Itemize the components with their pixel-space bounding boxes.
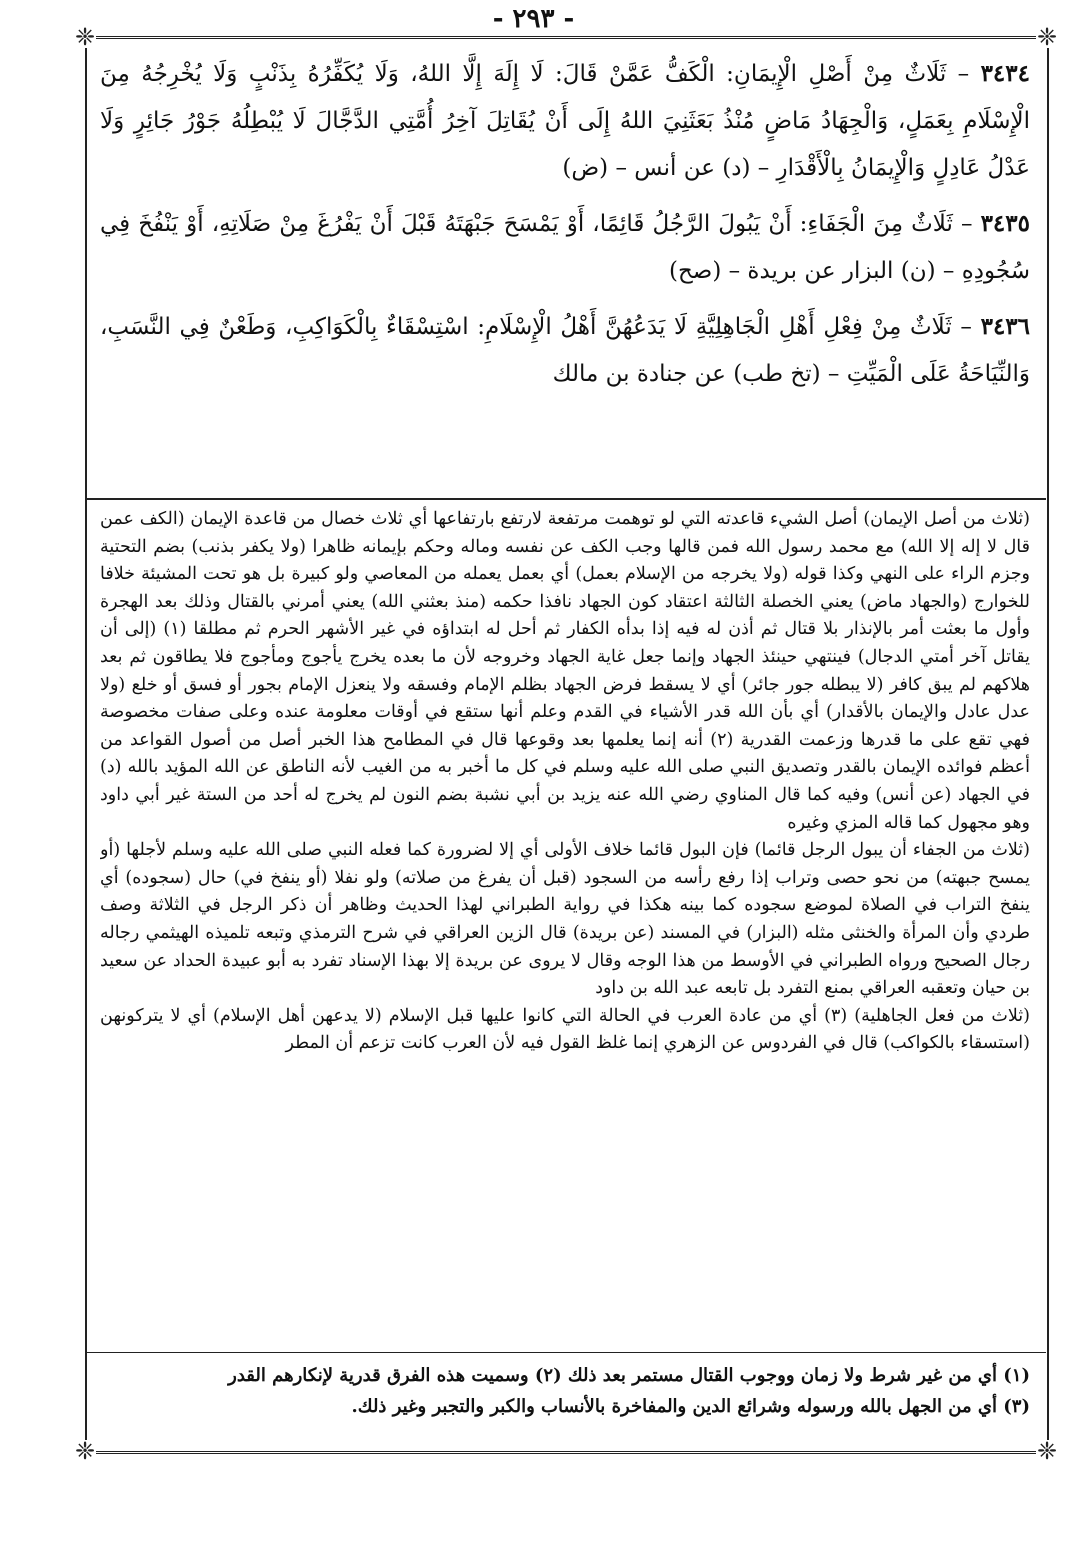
corner-ornament-icon: ❈ [1036,23,1058,51]
hadith-entry [100,50,1030,192]
hadith-entry [100,303,1030,398]
commentary-paragraph: (ثلاث من الجفاء أن يبول الرجل قائما) فإن البول قائما خلاف الأولى أي إلا لضرورة كما فعله النبي صلى الله عليه وسلم لأجلها (أو يمسح جبهته) من نحو حصى وتراب إذا رفع رأسه من السجود (قبل أن يفرغ من صلاته) ولو نفلا (أو ينفخ في) حال (سجوده) أي ينفخ التراب في الصلاة لموضع سجوده كما بينه هكذا في رواية الطبراني لهذا الحديث وظاهر أن ذكر الرجل في الثلاثة وصف طردي وأن المرأة والخنثى مثله (البزار) في المسند (عن بريدة) قال الزين العراقي في شرح الترمذي وتبعه تلميذه الهيثمي رجاله رجال الصحيح ورواه الطبراني في الأوسط من هذا الوجه وقال لا يروى عن بريدة إلا بهذا الإسناد تفرد به أبو عبيدة الحداد عن سعيد بن حيان وتعقبه العراقي بمنع التفرد بل تابعه عبد الله بن داود [100,840,1030,999]
hadith-number: ٣٤٣٤ [980,60,1030,87]
hadith-section [100,50,1030,490]
commentary-paragraph: (ثلاث من أصل الإيمان) أصل الشيء قاعدته التي لو توهمت مرتفعة لارتفع بارتفاعها أي ثلاث خصال من قاعدة الإيمان (الكف عمن قال لا إله إلا الله) مع محمد رسول الله فمن قالها وجب الكف عن نفسه وماله وحكم بإيمانه ظاهرا (ولا يكفر بذنب) بضم التحتية وجزم الراء على النهي وكذا قوله (ولا يخرجه من الإسلام بعمل) أي بعمل يعمله من المعاصي ولو كبيرة بل هو تحت المشيئة خلافا للخوارج (والجهاد ماض) يعني الخصلة الثالثة اعتقاد كون الجهاد نافذا حكمه (منذ بعثني الله) يعني أمرني بالقتال وذلك بعد الهجرة وأول ما بعثت أمر بالإنذار بلا قتال ثم أذن له فيه إذا بدأه الكفار ثم أحل له ابتداؤه في غير الأشهر الحرم ثم مطلقا (١) (إلى أن يقاتل آخر أمتي الدجال) فينتهي حينئذ الجهاد وإنما جعل غاية الجهاد وخروجه لأن ما بعده يخرج يأجوج ومأجوج فلا يطاقون ثم بعد هلاكهم لم يبق كافر (لا يبطله جور جائر) أي لا يسقط فرض الجهاد بظلم الإمام وفسقه ولا ينعزل الإمام بجور أو فسق أو خلع (ولا عدل عادل والإيمان بالأقدار) أي بأن الله قدر الأشياء في القدم وعلم أنها ستقع في أوقات معلومة عنده وعلى صفات مخصوصة فهي تقع على ما قدرها وزعمت القدرية (٢) أنه إنما يعلمها بعد وقوعها قال في المطامح هذا الخبر أصل من أصول القواعد من أعظم فوائده الإيمان بالقدر وتصديق النبي صلى الله عليه وسلم في كل ما أخبر به من الغيب لأنه الناطق عن الله المؤيد بالله (د) في الجهاد (عن أنس) وفيه كما قال المناوي رضي الله عنه يزيد بن أبي نشبة بضم النون لم يخرج له أحد من الستة غير أبي داود وهو مجهول كما قاله المزي وغيره [100,509,1030,833]
footnote: (٣) أي من الجهل بالله ورسوله وشرائع الدين والمفاخرة بالأنساب والكبر والتجبر وغير ذلك. [351,1396,1030,1417]
hadith-text: – ثَلَاثٌ مِنَ الْجَفَاءِ: أَنْ يَبُولَ الرَّجُلُ قَائِمًا، أَوْ يَمْسَحَ جَبْهَتَهُ قَبْلَ أَنْ يَفْرُغَ مِنْ صَلَاتِهِ، أَوْ يَنْفُخَ فِي سُجُودِهِ – (ن) البزار عن بريدة – (صح) [100,211,1030,284]
footnotes-section [100,1360,1030,1422]
footnote: (١) أي من غير شرط ولا زمان ووجوب القتال مستمر بعد ذلك (٢) وسميت هذه الفرق قدرية لإنكارهم القدر [228,1365,1030,1386]
corner-ornament-icon: ❈ [1036,1437,1058,1465]
commentary-section [100,506,1030,1341]
frame-bottom-border [85,1451,1049,1454]
commentary-paragraph: (ثلاث من فعل الجاهلية) (٣) أي من عادة العرب في الحالة التي كانوا عليها قبل الإسلام (لا يدعهن أهل الإسلام) أي لا يتركونهن (استسقاء بالكواكب) قال في الفردوس عن الزهري إنما غلظ القول فيه لأن العرب كانت تزعم أن المطر [100,1005,1030,1054]
page-number: - ٢٩٣ - [492,4,575,34]
hadith-number: ٣٤٣٦ [980,313,1031,340]
hadith-entry [100,200,1030,295]
hadith-text: – ثَلَاثٌ مِنْ فِعْلِ أَهْلِ الْجَاهِلِيَّةِ لَا يَدَعُهُنَّ أَهْلُ الْإِسْلَامِ: اسْتِسْقَاءٌ بِالْكَوَاكِبِ، وَطَعْنٌ فِي النَّسَبِ، وَالنِّيَاحَةُ عَلَى الْمَيِّتِ – (تخ طب) عن جنادة بن مالك [100,314,1030,387]
hadith-number: ٣٤٣٥ [980,210,1030,237]
footnote-divider [86,1352,1046,1353]
corner-ornament-icon: ❈ [74,1437,96,1465]
hadith-text: – ثَلَاثٌ مِنْ أَصْلِ الْإِيمَانِ: الْكَفُّ عَمَّنْ قَالَ: لَا إِلَهَ إِلَّا اللهُ، وَلَا يُكَفِّرُهُ بِذَنْبٍ وَلَا يُخْرِجُهُ مِنَ الْإِسْلَامِ بِعَمَلٍ، وَالْجِهَادُ مَاضٍ مُنْذُ بَعَثَنِيَ اللهُ إِلَى أَنْ يُقَاتِلَ آخِرُ أُمَّتِي الدَّجَّالَ لَا يُبْطِلُهُ جَوْرُ جَائِرٍ وَلَا عَدْلُ عَادِلٍ وَالْإِيمَانُ بِالْأَقْدَارِ – (د) عن أنس – (ض) [100,61,1030,181]
corner-ornament-icon: ❈ [74,23,96,51]
section-divider [86,498,1046,500]
